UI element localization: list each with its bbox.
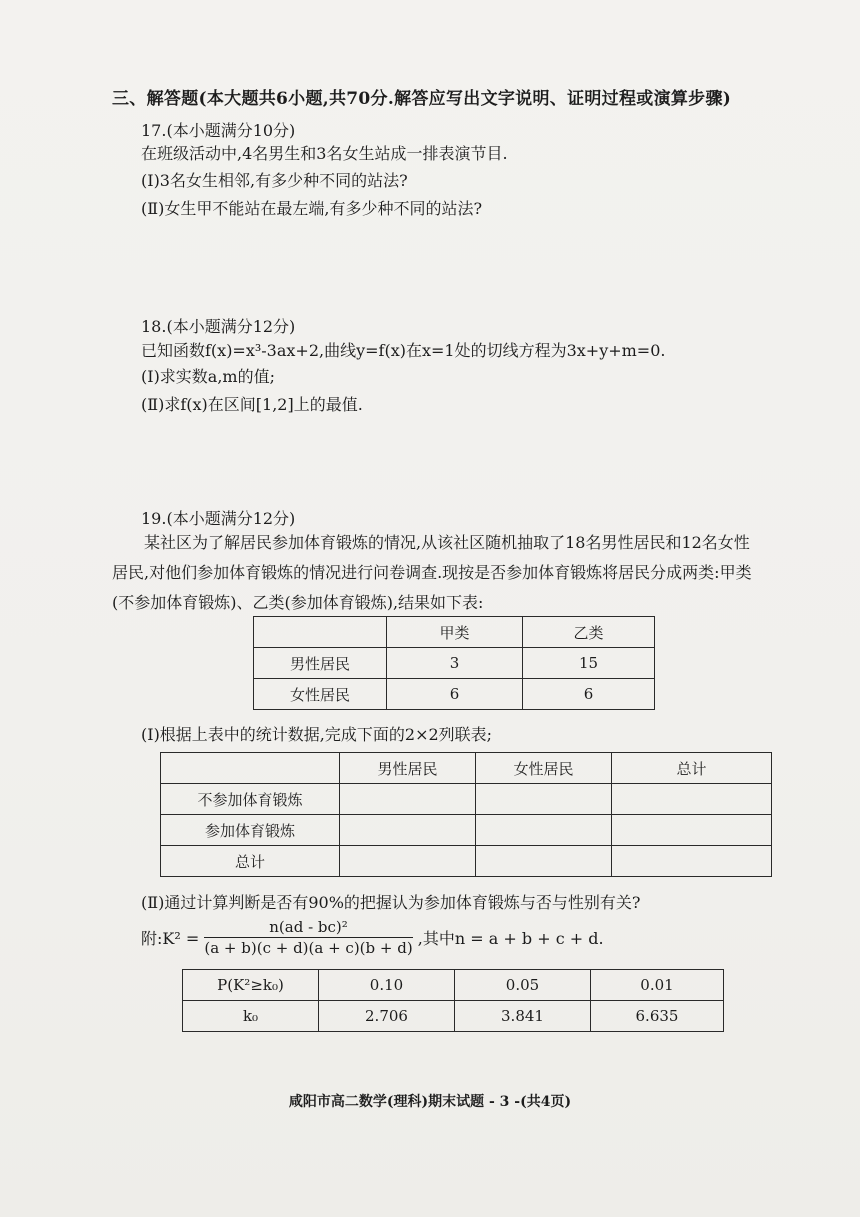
table-cell <box>340 846 476 877</box>
table-cell <box>340 815 476 846</box>
q19-contingency-table <box>160 752 772 877</box>
table-row <box>161 846 772 877</box>
table-cell <box>476 784 612 815</box>
table-cell <box>612 846 772 877</box>
table-cell: 0.05 <box>455 970 591 1001</box>
table-cell: 女性居民 <box>254 679 387 710</box>
table-header: 乙类 <box>523 617 655 648</box>
formula-fraction <box>204 918 412 957</box>
table-row <box>254 648 655 679</box>
q19-part1: (Ⅰ)根据上表中的统计数据,完成下面的2×2列联表; <box>141 725 493 744</box>
table-header: 甲类 <box>387 617 523 648</box>
table-cell: 6 <box>523 679 655 710</box>
table-cell <box>161 753 340 784</box>
table-cell: 0.10 <box>319 970 455 1001</box>
table-cell <box>612 815 772 846</box>
q19-critical-value-table <box>182 969 724 1032</box>
table-cell <box>254 617 387 648</box>
table-cell: 15 <box>523 648 655 679</box>
table-header: 女性居民 <box>476 753 612 784</box>
q17-stem: 在班级活动中,4名男生和3名女生站成一排表演节目. <box>141 144 508 163</box>
table-cell <box>612 784 772 815</box>
q17-heading: 17.(本小题满分10分) <box>141 121 296 140</box>
formula-numerator: n(ad - bc)² <box>204 918 412 938</box>
table-cell: k₀ <box>183 1001 319 1032</box>
table-cell: 男性居民 <box>254 648 387 679</box>
q18-part2: (Ⅱ)求f(x)在区间[1,2]上的最值. <box>141 395 363 414</box>
table-row <box>183 1001 724 1032</box>
table-cell <box>340 784 476 815</box>
q19-survey-table <box>253 616 655 710</box>
q17-part1: (Ⅰ)3名女生相邻,有多少种不同的站法? <box>141 171 408 190</box>
q18-stem: 已知函数f(x)=x³-3ax+2,曲线y=f(x)在x=1处的切线方程为3x+y+m=0. <box>141 341 666 360</box>
table-cell: P(K²≥k₀) <box>183 970 319 1001</box>
q19-stem: 某社区为了解居民参加体育锻炼的情况,从该社区随机抽取了18名男性居民和12名女性居民,对他们参加体育锻炼的情况进行问卷调查.现按是否参加体育锻炼将居民分成两类:甲类(不参加体育锻炼)、乙类(参加体育锻炼),结果如下表: <box>112 533 752 612</box>
table-cell <box>476 815 612 846</box>
section-title: 三、解答题(本大题共6小题,共70分.解答应写出文字说明、证明过程或演算步骤) <box>112 89 732 109</box>
table-cell: 3.841 <box>455 1001 591 1032</box>
table-cell: 0.01 <box>591 970 724 1001</box>
q19-formula <box>141 918 604 957</box>
table-cell: 6.635 <box>591 1001 724 1032</box>
table-row <box>161 753 772 784</box>
table-row <box>183 970 724 1001</box>
table-cell: 6 <box>387 679 523 710</box>
table-row <box>161 815 772 846</box>
q18-part1: (Ⅰ)求实数a,m的值; <box>141 367 275 386</box>
formula-prefix: 附:K² = <box>141 929 200 948</box>
q18-heading: 18.(本小题满分12分) <box>141 317 296 336</box>
table-cell: 3 <box>387 648 523 679</box>
table-row <box>254 617 655 648</box>
table-cell: 参加体育锻炼 <box>161 815 340 846</box>
q19-heading: 19.(本小题满分12分) <box>141 509 296 528</box>
q17-part2: (Ⅱ)女生甲不能站在最左端,有多少种不同的站法? <box>141 199 483 218</box>
table-row <box>254 679 655 710</box>
table-header: 男性居民 <box>340 753 476 784</box>
table-cell <box>476 846 612 877</box>
table-row <box>161 784 772 815</box>
table-cell: 不参加体育锻炼 <box>161 784 340 815</box>
table-cell: 总计 <box>161 846 340 877</box>
q19-part2: (Ⅱ)通过计算判断是否有90%的把握认为参加体育锻炼与否与性别有关? <box>141 893 641 912</box>
table-cell: 2.706 <box>319 1001 455 1032</box>
formula-denominator: (a + b)(c + d)(a + c)(b + d) <box>204 939 413 957</box>
formula-suffix: ,其中n = a + b + c + d. <box>417 929 604 948</box>
table-header: 总计 <box>612 753 772 784</box>
page-footer: 咸阳市高二数学(理科)期末试题 - 3 -(共4页) <box>288 1094 572 1110</box>
